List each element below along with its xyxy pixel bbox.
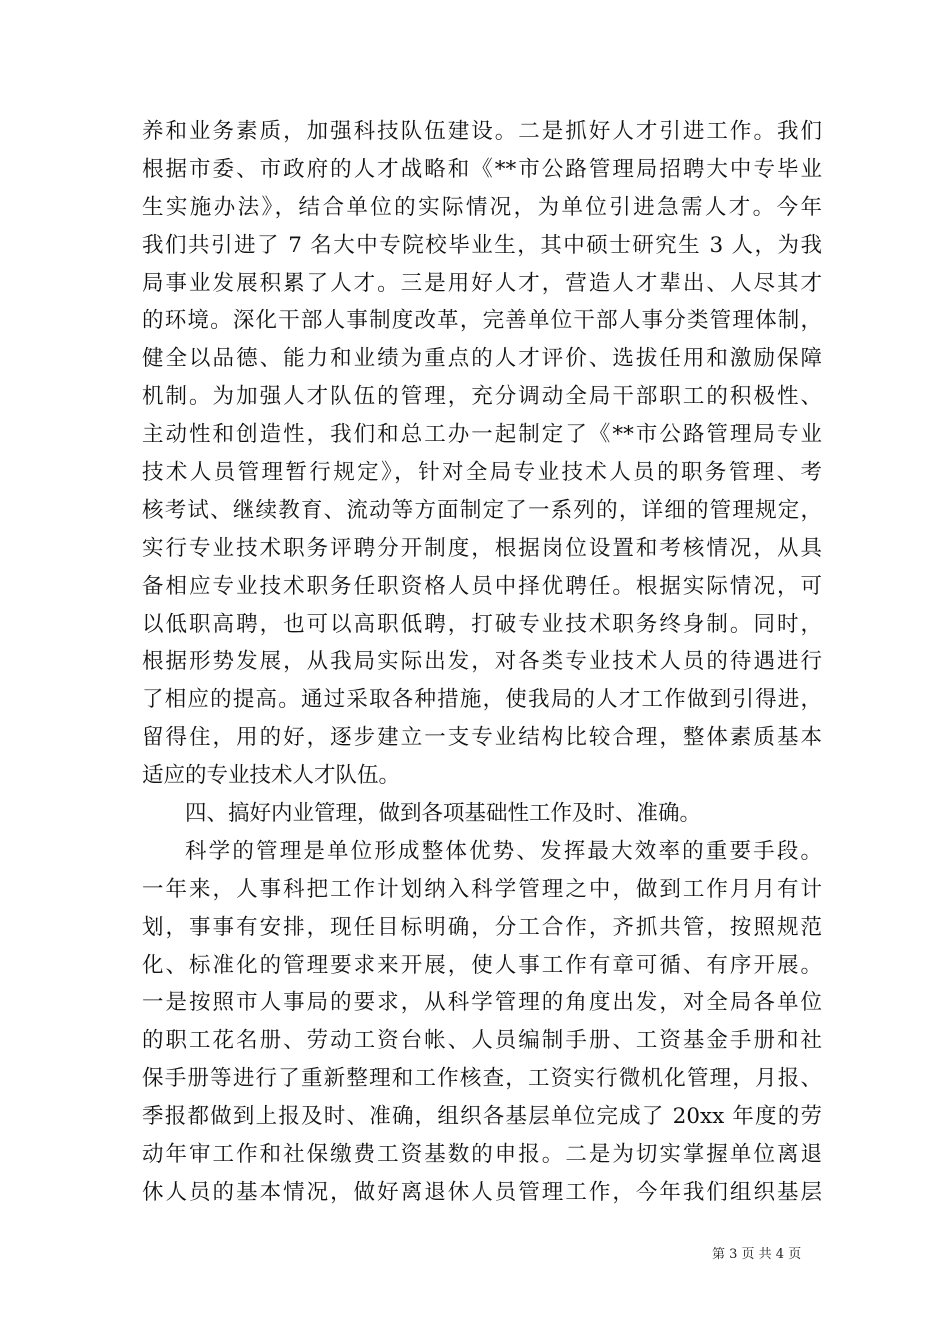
page-footer: [712, 1243, 801, 1262]
section-heading: 四、搞好内业管理，做到各项基础性工作及时、准确。: [185, 801, 702, 827]
text-line: 我们共引进了 7 名大中专院校毕业生，其中硕士研究生 3 人，为我: [142, 232, 822, 258]
text-line: 局事业发展积累了人才。三是用好人才，营造人才辈出、人尽其才: [142, 270, 822, 296]
text-line: 主动性和创造性，我们和总工办一起制定了《**市公路管理局专业: [142, 422, 822, 448]
text-line: 科学的管理是单位形成整体优势、发挥最大效率的重要手段。: [185, 838, 822, 864]
text-line: 技术人员管理暂行规定》，针对全局专业技术人员的职务管理、考: [142, 460, 822, 486]
text-line: 健全以品德、能力和业绩为重点的人才评价、选拔任用和激励保障: [142, 346, 822, 372]
text-line: 化、标准化的管理要求来开展，使人事工作有章可循、有序开展。: [142, 952, 822, 978]
text-line: 实行专业技术职务评聘分开制度，根据岗位设置和考核情况，从具: [142, 535, 822, 561]
text-line: 机制。为加强人才队伍的管理，充分调动全局干部职工的积极性、: [142, 384, 822, 410]
page-number: 第 3 页 共 4 页: [712, 1247, 802, 1262]
text-line: 一年来，人事科把工作计划纳入科学管理之中，做到工作月月有计: [142, 876, 822, 902]
text-line: 休人员的基本情况，做好离退休人员管理工作，今年我们组织基层: [142, 1179, 822, 1205]
text-line: 核考试、继续教育、流动等方面制定了一系列的，详细的管理规定，: [142, 497, 822, 523]
text-line: 动年审工作和社保缴费工资基数的申报。二是为切实掌握单位离退: [142, 1142, 822, 1168]
text-line: 留得住，用的好，逐步建立一支专业结构比较合理，整体素质基本: [142, 725, 822, 751]
text-line: 的环境。深化干部人事制度改革，完善单位干部人事分类管理体制，: [142, 308, 822, 334]
text-line: 根据形势发展，从我局实际出发，对各类专业技术人员的待遇进行: [142, 649, 822, 675]
text-line: 生实施办法》，结合单位的实际情况，为单位引进急需人才。今年: [142, 194, 822, 220]
text-line: 保手册等进行了重新整理和工作核查，工资实行微机化管理，月报、: [142, 1066, 822, 1092]
body-text: [142, 113, 822, 1212]
text-line: 一是按照市人事局的要求，从科学管理的角度出发，对全局各单位: [142, 990, 822, 1016]
text-line: 季报都做到上报及时、准确，组织各基层单位完成了 20xx 年度的劳: [142, 1104, 822, 1130]
text-line: 备相应专业技术职务任职资格人员中择优聘任。根据实际情况，可: [142, 573, 822, 599]
text-line: 适应的专业技术人才队伍。: [142, 763, 401, 789]
text-line: 以低职高聘，也可以高职低聘，打破专业技术职务终身制。同时，: [142, 611, 822, 637]
text-line: 的职工花名册、劳动工资台帐、人员编制手册、工资基金手册和社: [142, 1028, 822, 1054]
text-line: 划，事事有安排，现任目标明确，分工合作，齐抓共管，按照规范: [142, 914, 822, 940]
text-line: 养和业务素质，加强科技队伍建设。二是抓好人才引进工作。我们: [142, 119, 822, 144]
text-line: 了相应的提高。通过采取各种措施，使我局的人才工作做到引得进，: [142, 687, 822, 713]
text-line: 根据市委、市政府的人才战略和《**市公路管理局招聘大中专毕业: [142, 156, 822, 182]
